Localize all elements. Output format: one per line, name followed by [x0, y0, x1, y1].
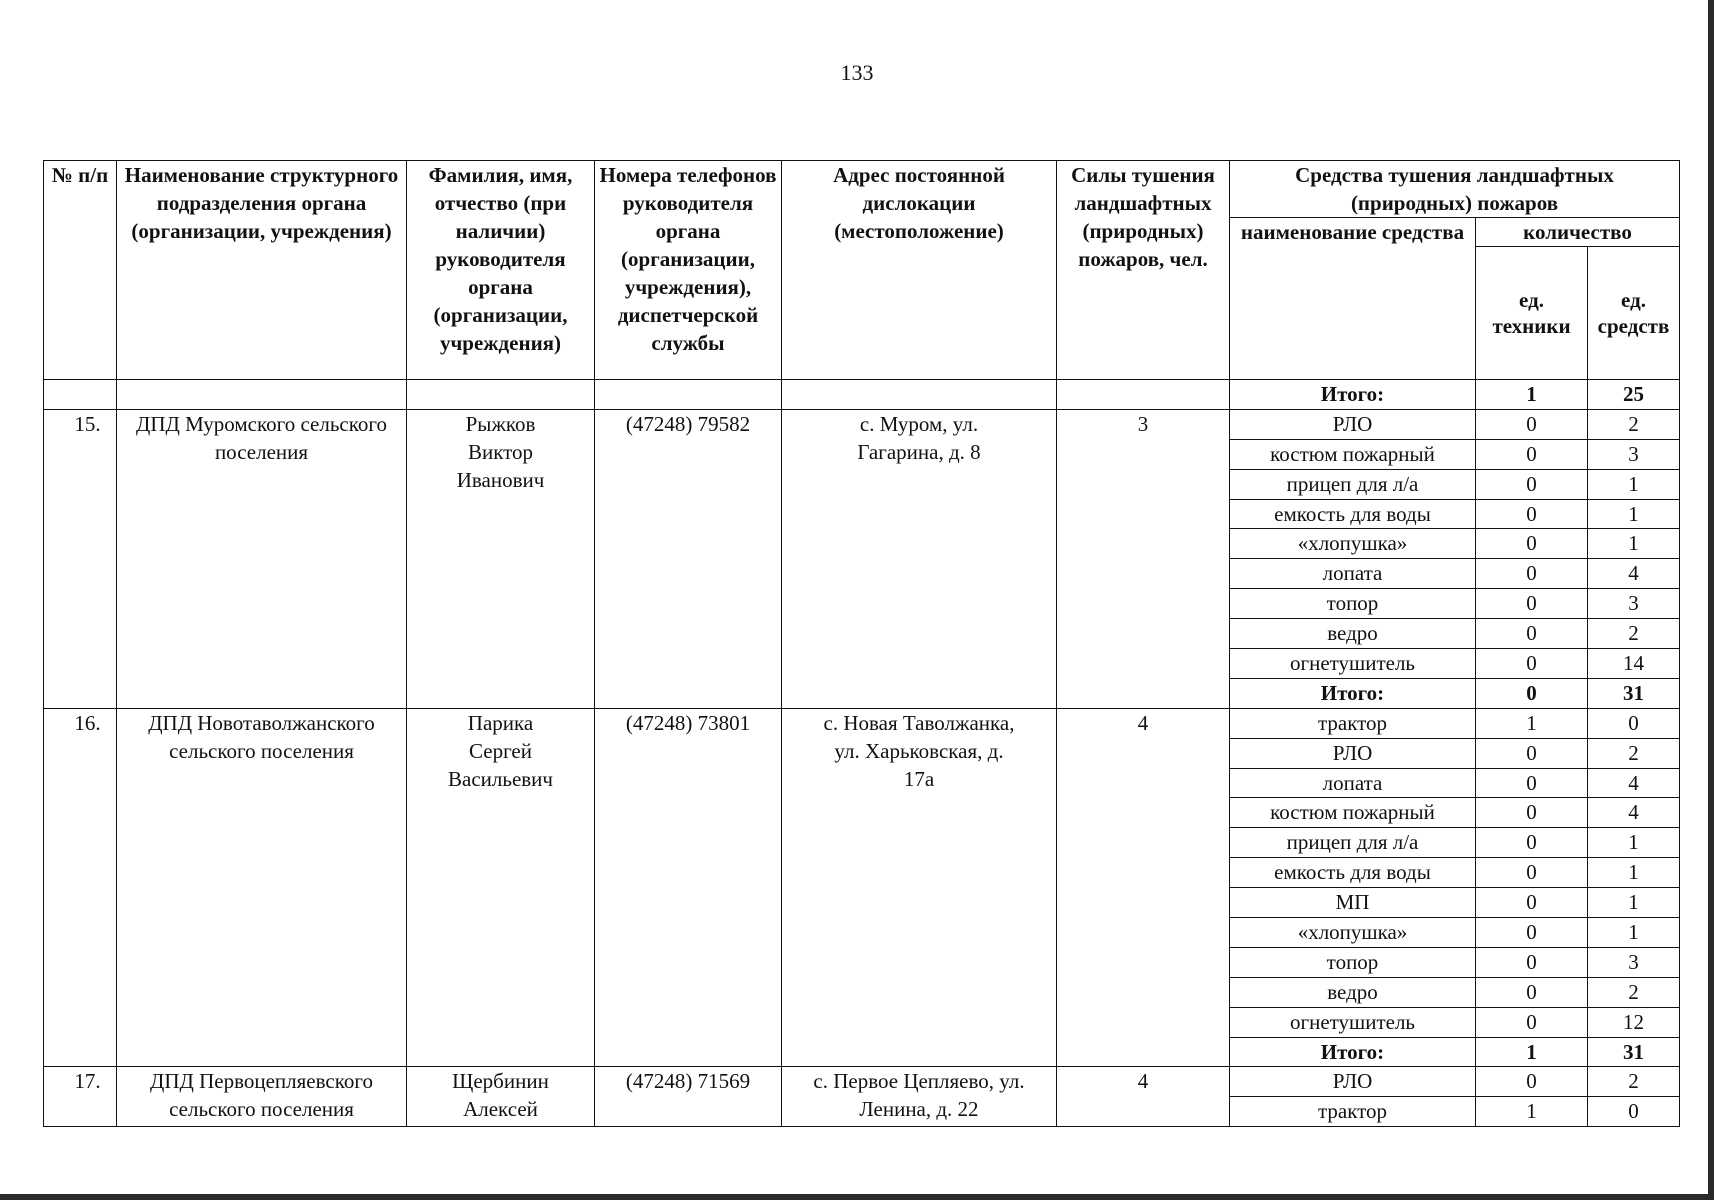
means-name: ведро	[1230, 977, 1476, 1007]
fire-means-table	[43, 160, 1680, 1127]
qty-means: 2	[1588, 977, 1680, 1007]
qty-means: 3	[1588, 947, 1680, 977]
qty-tech: 1	[1476, 708, 1588, 738]
means-name: «хлопушка»	[1230, 918, 1476, 948]
qty-tech: 0	[1476, 409, 1588, 439]
means-name: ведро	[1230, 619, 1476, 649]
address: с. Муром, ул. Гагарина, д. 8	[782, 409, 1057, 708]
qty-tech: 0	[1476, 559, 1588, 589]
header-quantity: количество	[1476, 218, 1680, 247]
qty-means: 4	[1588, 559, 1680, 589]
table-row	[44, 409, 1680, 439]
means-name: прицеп для л/а	[1230, 828, 1476, 858]
qty-means: 4	[1588, 798, 1680, 828]
header-means-name: наименование средства	[1230, 218, 1476, 380]
means-name: костюм пожарный	[1230, 439, 1476, 469]
qty-tech: 0	[1476, 918, 1588, 948]
forces-count: 4	[1057, 708, 1230, 1067]
qty-means: 4	[1588, 768, 1680, 798]
qty-tech: 0	[1476, 619, 1588, 649]
qty-means: 2	[1588, 619, 1680, 649]
total-means: 25	[1588, 380, 1680, 410]
qty-means: 2	[1588, 409, 1680, 439]
scan-edge-bottom	[0, 1194, 1714, 1200]
qty-means: 1	[1588, 828, 1680, 858]
means-name: топор	[1230, 947, 1476, 977]
header-qty-means: ед. средств	[1588, 247, 1680, 380]
qty-tech: 0	[1476, 1007, 1588, 1037]
qty-means: 0	[1588, 708, 1680, 738]
row-num: 17.	[44, 1067, 117, 1127]
qty-means: 1	[1588, 858, 1680, 888]
header-phones: Номера телефонов руководителя органа (организации, учреждения), диспетчерской службы	[595, 161, 782, 380]
table-row	[44, 1067, 1680, 1097]
page-number: 133	[840, 60, 874, 85]
means-name: РЛО	[1230, 409, 1476, 439]
means-name: трактор	[1230, 708, 1476, 738]
total-means: 31	[1588, 1037, 1680, 1067]
unit-name: ДПД Муромского сельского поселения	[117, 409, 407, 708]
head-name: Парика Сергей Васильевич	[407, 708, 595, 1067]
means-name: РЛО	[1230, 1067, 1476, 1097]
total-tech: 0	[1476, 678, 1588, 708]
means-name: трактор	[1230, 1097, 1476, 1127]
means-name: огнетушитель	[1230, 1007, 1476, 1037]
header-qty-tech: ед. техники	[1476, 247, 1588, 380]
qty-means: 14	[1588, 649, 1680, 679]
qty-means: 12	[1588, 1007, 1680, 1037]
total-label: Итого:	[1230, 380, 1476, 410]
means-name: емкость для воды	[1230, 499, 1476, 529]
qty-tech: 0	[1476, 828, 1588, 858]
means-name: огнетушитель	[1230, 649, 1476, 679]
header-address: Адрес постоянной дислокации (местоположение)	[782, 161, 1057, 380]
qty-tech: 0	[1476, 529, 1588, 559]
qty-means: 1	[1588, 499, 1680, 529]
means-name: прицеп для л/а	[1230, 469, 1476, 499]
qty-tech: 0	[1476, 589, 1588, 619]
phone-number: (47248) 73801	[595, 708, 782, 1067]
qty-means: 1	[1588, 469, 1680, 499]
row-num: 15.	[44, 409, 117, 708]
header-unit-name: Наименование структурного подразделения органа (организации, учреждения)	[117, 161, 407, 380]
means-name: емкость для воды	[1230, 858, 1476, 888]
qty-tech: 0	[1476, 738, 1588, 768]
header-head-name: Фамилия, имя, отчество (при наличии) руководителя органа (организации, учреждения)	[407, 161, 595, 380]
means-name: РЛО	[1230, 738, 1476, 768]
total-label: Итого:	[1230, 1037, 1476, 1067]
means-name: МП	[1230, 888, 1476, 918]
qty-means: 2	[1588, 1067, 1680, 1097]
means-name: лопата	[1230, 559, 1476, 589]
qty-tech: 1	[1476, 1097, 1588, 1127]
qty-tech: 0	[1476, 798, 1588, 828]
head-name: Щербинин Алексей	[407, 1067, 595, 1127]
means-name: топор	[1230, 589, 1476, 619]
phone-number: (47248) 71569	[595, 1067, 782, 1127]
qty-tech: 0	[1476, 469, 1588, 499]
header-means-group: Средства тушения ландшафтных (природных) пожаров	[1230, 161, 1680, 218]
unit-name: ДПД Первоцепляевского сельского поселения	[117, 1067, 407, 1127]
table-row	[44, 380, 1680, 410]
total-means: 31	[1588, 678, 1680, 708]
qty-tech: 0	[1476, 768, 1588, 798]
qty-means: 3	[1588, 439, 1680, 469]
header-num: № п/п	[44, 161, 117, 380]
unit-name: ДПД Новотаволжанского сельского поселения	[117, 708, 407, 1067]
qty-tech: 0	[1476, 1067, 1588, 1097]
qty-means: 1	[1588, 918, 1680, 948]
head-name: Рыжков Виктор Иванович	[407, 409, 595, 708]
total-tech: 1	[1476, 380, 1588, 410]
address: с. Новая Таволжанка, ул. Харьковская, д. 17а	[782, 708, 1057, 1067]
qty-tech: 0	[1476, 649, 1588, 679]
qty-tech: 0	[1476, 888, 1588, 918]
qty-tech: 0	[1476, 499, 1588, 529]
means-name: лопата	[1230, 768, 1476, 798]
qty-tech: 0	[1476, 977, 1588, 1007]
table-row	[44, 708, 1680, 738]
total-label: Итого:	[1230, 678, 1476, 708]
forces-count: 4	[1057, 1067, 1230, 1127]
phone-number: (47248) 79582	[595, 409, 782, 708]
address: с. Первое Цепляево, ул. Ленина, д. 22	[782, 1067, 1057, 1127]
total-tech: 1	[1476, 1037, 1588, 1067]
forces-count: 3	[1057, 409, 1230, 708]
qty-means: 0	[1588, 1097, 1680, 1127]
means-name: «хлопушка»	[1230, 529, 1476, 559]
scan-edge-right	[1708, 0, 1714, 1200]
row-num: 16.	[44, 708, 117, 1067]
means-name: костюм пожарный	[1230, 798, 1476, 828]
qty-tech: 0	[1476, 439, 1588, 469]
qty-tech: 0	[1476, 858, 1588, 888]
qty-tech: 0	[1476, 947, 1588, 977]
qty-means: 1	[1588, 888, 1680, 918]
qty-means: 2	[1588, 738, 1680, 768]
qty-means: 1	[1588, 529, 1680, 559]
qty-means: 3	[1588, 589, 1680, 619]
header-forces: Силы тушения ландшафтных (природных) пожаров, чел.	[1057, 161, 1230, 380]
